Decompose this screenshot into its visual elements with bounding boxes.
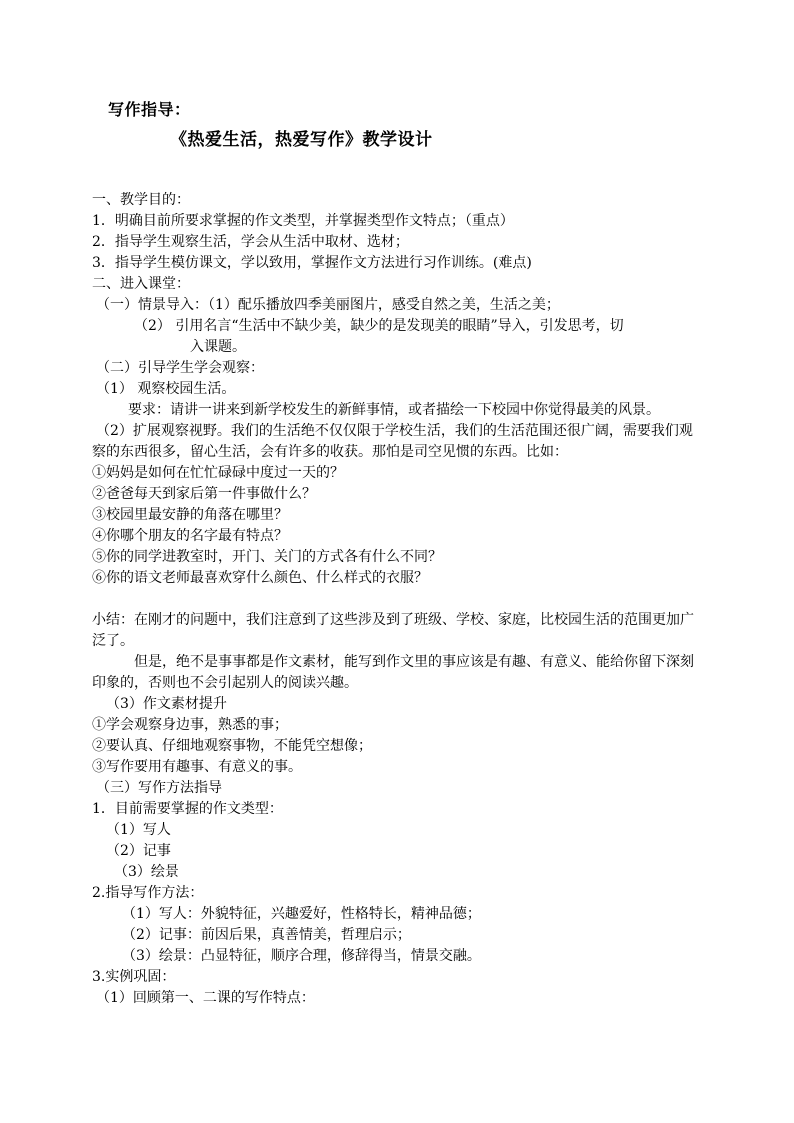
text-line: 3.实例巩固：: [92, 969, 176, 985]
list-item: ④你哪个朋友的名字最有特点？: [92, 528, 288, 544]
list-item: （2）记事：前因后果，真善情美，哲理启示；: [122, 927, 411, 943]
text-line: 2．指导学生观察生活，学会从生活中取材、选材；: [92, 234, 409, 250]
text-line: （1） 观察校园生活。: [96, 381, 236, 397]
text-line: 1．明确目前所要求掌握的作文类型，并掌握类型作文特点；（重点）: [92, 213, 514, 229]
list-item: ⑥你的语文老师最喜欢穿什么颜色、什么样式的衣服？: [92, 570, 428, 586]
list-item: （1）写人：外貌特征，兴趣爱好，性格特长，精神品德；: [122, 906, 481, 922]
blank-line: [92, 589, 704, 610]
list-item: ③写作要用有趣事、有意义的事。: [92, 759, 302, 775]
text-line: 2.指导写作方法：: [92, 885, 204, 901]
text-paragraph: 小结：在刚才的问题中，我们注意到了这些涉及到了班级、学校、家庭，比校园生活的范围更加广泛了。: [92, 612, 694, 649]
list-item: ①妈妈是如何在忙忙碌碌中度过一天的？: [92, 465, 344, 481]
text-paragraph: 但是，绝不是事事都是作文素材，能写到作文里的事应该是有趣、有意义、能给你留下深刻印象的，否则也不会引起别人的阅读兴趣。: [92, 654, 694, 691]
text-line: 一、教学目的：: [92, 192, 190, 208]
text-line: 入课题。: [190, 339, 246, 355]
text-line: 3．指导学生模仿课文，学以致用，掌握作文方法进行习作训练。(难点): [92, 255, 532, 271]
list-item: ③校园里最安静的角落在哪里？: [92, 507, 288, 523]
text-line: （3）作文素材提升: [106, 696, 227, 712]
text-line: 二、进入课堂：: [92, 276, 190, 292]
text-line: （一）情景导入：（1）配乐播放四季美丽图片，感受自然之美，生活之美；: [96, 297, 560, 313]
text-paragraph: （2）扩展观察视野。我们的生活绝不仅仅限于学校生活，我们的生活范围还很广阔，需要我们观察的东西很多，留心生活，会有许多的收获。那怕是司空见惯的东西。比如：: [92, 423, 693, 460]
text-paragraph: 要求：请讲一讲来到新学校发生的新鲜事情，或者描绘一下校园中你觉得最美的风景。: [128, 402, 660, 418]
list-item: （1）写人: [106, 822, 171, 838]
list-item: ⑤你的同学进教室时，开门、关门的方式各有什么不同？: [92, 549, 442, 565]
list-item: ①学会观察身边事，熟悉的事；: [92, 717, 288, 733]
list-item: ②爸爸每天到家后第一件事做什么？: [92, 486, 316, 502]
document-body: [92, 190, 704, 1009]
text-line: （2） 引用名言“生活中不缺少美，缺少的是发现美的眼睛”导入，引发思考，切: [134, 318, 624, 334]
list-item: （3）绘景：凸显特征，顺序合理，修辞得当，情景交融。: [122, 948, 481, 964]
list-item: （3）绘景: [114, 864, 179, 880]
document-title: 《热爱生活，热爱写作》教学设计: [170, 130, 433, 150]
list-item: （2）记事: [106, 843, 171, 859]
text-line: 1．目前需要掌握的作文类型：: [92, 801, 283, 817]
text-line: （二）引导学生学会观察：: [96, 360, 264, 376]
text-line: （三）写作方法指导: [96, 780, 222, 796]
section-heading: 写作指导：: [108, 100, 191, 119]
list-item: ②要认真、仔细地观察事物，不能凭空想像；: [92, 738, 372, 754]
text-line: （1）回顾第一、二课的写作特点：: [96, 990, 315, 1006]
